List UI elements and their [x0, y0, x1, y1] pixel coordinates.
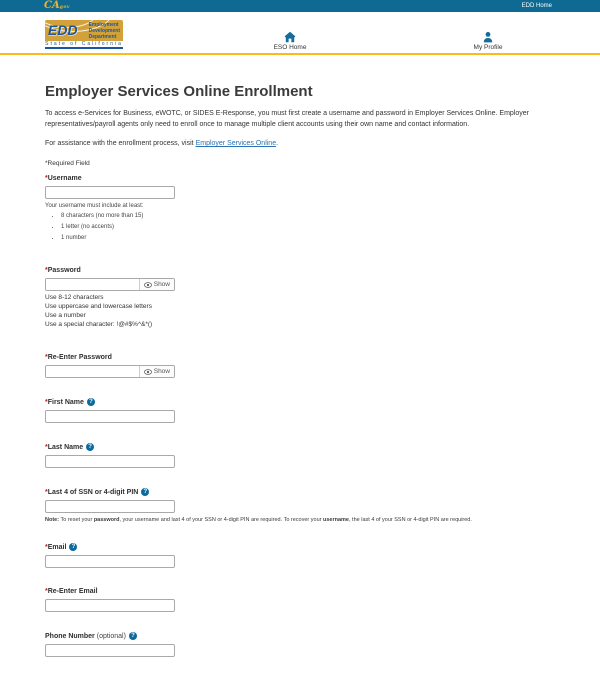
reenter-email-label-text: Re-Enter Email	[47, 588, 98, 596]
first-name-group	[45, 398, 557, 423]
ca-gov-logo[interactable]	[44, 0, 70, 12]
username-label	[45, 175, 557, 182]
utility-topbar	[0, 0, 600, 12]
required-marker: *	[45, 175, 48, 183]
last-name-label-text: Last Name	[47, 443, 84, 451]
nav-eso-home-label: ESO Home	[273, 44, 307, 51]
password-field-wrapper	[45, 278, 175, 291]
password-show-button[interactable]	[139, 279, 174, 290]
username-hint-list	[61, 213, 557, 241]
ssn-pin-note	[45, 517, 557, 523]
username-hint-title: Your username must include at least:	[45, 203, 144, 210]
ssn-note-bold: username	[323, 517, 349, 524]
main-content	[45, 55, 557, 677]
help-icon[interactable]: ?	[69, 543, 77, 551]
ssn-pin-group	[45, 488, 557, 523]
required-marker: *	[45, 267, 48, 275]
required-marker: *	[45, 398, 48, 406]
reenter-password-show-label: Show	[153, 368, 170, 376]
password-hints	[45, 294, 557, 329]
first-name-label-text: First Name	[47, 398, 84, 406]
intro-paragraph: To access e-Services for Business, eWOTC, or SIDES E-Response, you must first create a username and password in Employer Services Online. Employer representatives/payroll agents only need to enroll once to manage multiple client accounts using their own name and contact information.	[45, 110, 529, 129]
ca-gov-ca: CA	[44, 0, 60, 11]
last-name-group	[45, 443, 557, 468]
reenter-email-group	[45, 588, 557, 612]
email-label	[45, 543, 557, 551]
help-icon[interactable]: ?	[141, 488, 149, 496]
reenter-password-group	[45, 354, 557, 378]
reenter-password-label	[45, 354, 557, 361]
reenter-password-field-wrapper	[45, 365, 175, 378]
last-name-input[interactable]	[45, 455, 175, 468]
password-show-label: Show	[153, 281, 170, 289]
phone-group	[45, 632, 557, 657]
ca-gov-gov: gov	[59, 5, 70, 10]
help-icon[interactable]: ?	[87, 398, 95, 406]
edd-logo-text: EDD	[48, 22, 78, 38]
ssn-note-text: , your username and last 4 of your SSN or 4-digit PIN are required. To recover your	[119, 517, 323, 524]
phone-label	[45, 632, 557, 640]
site-header	[0, 12, 600, 53]
eye-icon	[144, 369, 152, 375]
edd-logo-dept-line: Department	[88, 34, 117, 40]
first-name-input[interactable]	[45, 410, 175, 423]
reenter-password-show-button[interactable]	[139, 366, 174, 377]
ssn-pin-label	[45, 488, 557, 496]
password-input[interactable]	[46, 279, 139, 290]
reenter-password-input[interactable]	[46, 366, 139, 377]
required-marker: *	[45, 588, 48, 596]
edd-home-link[interactable]: EDD Home	[521, 3, 552, 9]
username-label-text: Username	[47, 175, 82, 183]
phone-optional-suffix: (optional)	[96, 632, 126, 640]
edd-logo-gold-panel	[45, 20, 123, 41]
edd-logo-department-text	[89, 22, 120, 40]
phone-input[interactable]	[45, 644, 175, 657]
password-hint-item: Use a special character: !@#$%^&*()	[45, 320, 153, 328]
password-hint-item: Use 8-12 characters	[45, 294, 104, 302]
password-group	[45, 267, 557, 329]
username-input[interactable]	[45, 186, 175, 199]
email-label-text: Email	[47, 543, 67, 551]
last-name-label	[45, 443, 557, 451]
edd-logo-state-text: State of California	[45, 41, 123, 47]
nav-my-profile-label: My Profile	[473, 44, 503, 51]
username-hint-item: • 1 letter (no accents)	[61, 224, 557, 230]
edd-logo[interactable]	[45, 20, 123, 49]
person-icon	[448, 30, 528, 42]
required-marker: *	[45, 354, 48, 362]
ssn-pin-input[interactable]	[45, 500, 175, 513]
required-marker: *	[45, 543, 48, 551]
required-marker: *	[45, 443, 48, 451]
assistance-line	[45, 140, 557, 147]
page-title: Employer Services Online Enrollment	[45, 83, 313, 100]
help-icon[interactable]: ?	[86, 443, 94, 451]
phone-optional-text	[95, 633, 126, 640]
email-input[interactable]	[45, 555, 175, 568]
email-group	[45, 543, 557, 568]
assistance-prefix: For assistance with the enrollment process, visit	[45, 140, 196, 148]
home-icon	[250, 30, 330, 42]
password-label-text: Password	[47, 267, 81, 275]
required-marker: *	[45, 488, 48, 496]
password-label	[45, 267, 557, 274]
nav-my-profile[interactable]	[448, 30, 528, 51]
ssn-pin-label-text: Last 4 of SSN or 4-digit PIN	[47, 488, 139, 496]
required-field-note: *Required Field	[45, 160, 90, 168]
edd-logo-dept-line: Development	[88, 28, 120, 34]
reenter-email-label	[45, 588, 557, 595]
help-icon[interactable]: ?	[129, 632, 137, 640]
nav-eso-home[interactable]	[250, 30, 330, 51]
assistance-suffix: .	[276, 140, 279, 148]
first-name-label	[45, 398, 557, 406]
password-hint-item: Use uppercase and lowercase letters	[45, 303, 152, 311]
reenter-email-input[interactable]	[45, 599, 175, 612]
ssn-note-bold: password	[93, 517, 120, 524]
username-hint-item: • 1 number	[61, 235, 557, 241]
ssn-note-bold: Note:	[45, 517, 60, 524]
ssn-note-text: , the last 4 of your SSN or 4-digit PIN are required.	[349, 517, 472, 524]
password-hint-item: Use a number	[45, 311, 86, 319]
employer-services-online-link[interactable]: Employer Services Online	[195, 140, 277, 148]
ssn-note-text: To reset your	[59, 517, 94, 524]
username-group	[45, 175, 557, 241]
reenter-password-label-text: Re-Enter Password	[47, 354, 112, 362]
phone-label-text: Phone Number	[45, 632, 95, 640]
username-hint-item: • 8 characters (no more than 15)	[61, 213, 557, 219]
eye-icon	[144, 282, 152, 288]
edd-logo-dept-line: Employment	[88, 22, 119, 28]
